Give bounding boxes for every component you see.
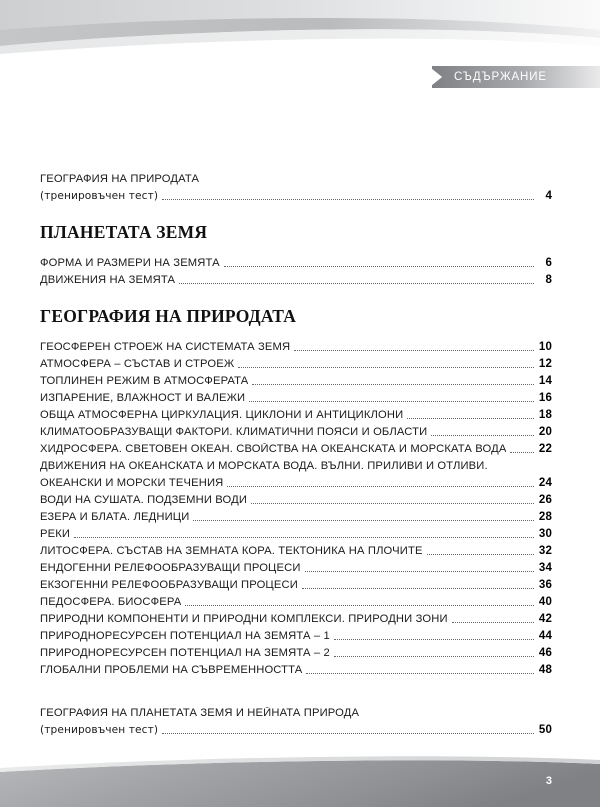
toc-dot-leader: [306, 672, 534, 674]
toc-dot-leader: [427, 553, 534, 555]
toc-page-number: 32: [538, 545, 552, 557]
toc-page-number: 16: [538, 392, 552, 404]
toc-row[interactable]: [40, 353, 552, 370]
toc-row[interactable]: [40, 438, 552, 455]
toc-entry-title: (тренировъчен тест): [40, 190, 159, 202]
toc-page-number: 44: [538, 630, 552, 642]
toc-dot-leader: [431, 434, 534, 436]
toc-dot-leader: [224, 265, 534, 267]
toc-section-heading: ГЕОГРАФИЯ НА ПРИРОДАТА: [40, 306, 297, 326]
toc-section-heading: ПЛАНЕТАТА ЗЕМЯ: [40, 222, 208, 242]
toc-dot-leader: [334, 638, 534, 640]
toc-page-number: 24: [538, 477, 552, 489]
toc-row[interactable]: [40, 540, 552, 557]
toc-page-number: 48: [538, 664, 552, 676]
toc-dot-leader: [251, 502, 534, 504]
toc-entry-title: ПРИРОДНИ КОМПОНЕНТИ И ПРИРОДНИ КОМПЛЕКСИ. ПРИРОДНИ ЗОНИ: [40, 613, 448, 625]
toc-row[interactable]: [40, 455, 552, 472]
toc-dot-leader: [492, 469, 534, 470]
toc-dot-leader: [302, 587, 534, 589]
toc-row[interactable]: [40, 404, 552, 421]
toc-page-number: 4: [545, 190, 552, 202]
toc-entry-group: [40, 702, 552, 736]
toc-entry-title: ГЕОГРАФИЯ НА ПРИРОДАТА: [40, 173, 200, 185]
toc-entry-title: ЛИТОСФЕРА. СЪСТАВ НА ЗЕМНАТА КОРА. ТЕКТОНИКА НА ПЛОЧИТЕ: [40, 545, 423, 557]
toc-row[interactable]: [40, 608, 552, 625]
toc-row[interactable]: [40, 472, 552, 489]
top-decoration: [0, 0, 600, 60]
toc-row[interactable]: [40, 659, 552, 676]
toc-page-number: 36: [538, 579, 552, 591]
toc-entry-title: КЛИМАТООБРАЗУВАЩИ ФАКТОРИ. КЛИМАТИЧНИ ПОЯСИ И ОБЛАСТИ: [40, 426, 428, 438]
bottom-decoration: [0, 750, 600, 807]
toc-page-number: 50: [538, 724, 552, 736]
toc-row[interactable]: [40, 642, 552, 659]
toc-row[interactable]: [40, 574, 552, 591]
toc-dot-leader: [238, 366, 534, 368]
toc-entry-group: [40, 168, 552, 202]
toc-entry-title: ФОРМА И РАЗМЕРИ НА ЗЕМЯТА: [40, 257, 220, 269]
toc-row[interactable]: [40, 168, 552, 185]
toc-section: [40, 222, 552, 286]
toc-dot-leader: [249, 400, 534, 402]
toc-dot-leader: [185, 604, 534, 606]
toc-row[interactable]: [40, 557, 552, 574]
toc-page-number: 10: [538, 341, 552, 353]
footer-page-number: 3: [545, 775, 552, 787]
toc-entry-title: ЕЗЕРА И БЛАТА. ЛЕДНИЦИ: [40, 511, 190, 523]
toc-dot-leader: [407, 417, 534, 419]
toc-entry-title: РЕКИ: [40, 528, 71, 540]
toc-page-number: 46: [538, 647, 552, 659]
banner-title: СЪДЪРЖАНИЕ: [454, 71, 547, 83]
toc-page-number: 20: [538, 426, 552, 438]
toc-row[interactable]: [40, 336, 552, 353]
toc-entry-title: ЕКЗОГЕННИ РЕЛЕФООБРАЗУВАЩИ ПРОЦЕСИ: [40, 579, 298, 591]
toc-page-number: 12: [538, 358, 552, 370]
toc-dot-leader: [294, 349, 534, 351]
toc-entry-title: ОКЕАНСКИ И МОРСКИ ТЕЧЕНИЯ: [40, 477, 224, 489]
toc-page-number: 28: [538, 511, 552, 523]
toc-entry-title: ЕНДОГЕННИ РЕЛЕФООБРАЗУВАЩИ ПРОЦЕСИ: [40, 562, 301, 574]
toc-dot-leader: [179, 282, 534, 284]
toc-entry-title: ОБЩА АТМОСФЕРНА ЦИРКУЛАЦИЯ. ЦИКЛОНИ И АНТИЦИКЛОНИ: [40, 409, 404, 421]
toc-page-number: 42: [538, 613, 552, 625]
toc-page-number: 18: [538, 409, 552, 421]
toc-row[interactable]: [40, 185, 552, 202]
toc-page-number: 30: [538, 528, 552, 540]
toc-section: [40, 306, 552, 676]
toc-dot-leader: [203, 182, 534, 183]
toc-entry-title: ДВИЖЕНИЯ НА ОКЕАНСКАТА И МОРСКАТА ВОДА. ВЪЛНИ. ПРИЛИВИ И ОТЛИВИ.: [40, 460, 488, 472]
toc-entry-title: АТМОСФЕРА – СЪСТАВ И СТРОЕЖ: [40, 358, 235, 370]
toc-dot-leader: [334, 655, 534, 657]
toc-entry-title: ИЗПАРЕНИЕ, ВЛАЖНОСТ И ВАЛЕЖИ: [40, 392, 246, 404]
toc-page-number: 26: [538, 494, 552, 506]
toc-dot-leader: [162, 198, 534, 200]
toc-page-number: 14: [538, 375, 552, 387]
toc-dot-leader: [162, 732, 534, 734]
toc-entry-title: ПРИРОДНОРЕСУРСЕН ПОТЕНЦИАЛ НА ЗЕМЯТА – 2: [40, 647, 330, 659]
toc-row[interactable]: [40, 719, 552, 736]
toc-page-number: 8: [545, 274, 552, 286]
toc-entry-title: ТОПЛИНЕН РЕЖИМ В АТМОСФЕРАТА: [40, 375, 249, 387]
toc-entry-title: ВОДИ НА СУШАТА. ПОДЗЕМНИ ВОДИ: [40, 494, 248, 506]
toc-row[interactable]: [40, 252, 552, 269]
toc-entry-title: ХИДРОСФЕРА. СВЕТОВЕН ОКЕАН. СВОЙСТВА НА ОКЕАНСКАТА И МОРСКАТА ВОДА: [40, 443, 507, 455]
toc-row[interactable]: [40, 506, 552, 523]
toc-row[interactable]: [40, 591, 552, 608]
toc-row[interactable]: [40, 370, 552, 387]
toc-dot-leader: [227, 485, 534, 487]
toc-page-number: 22: [538, 443, 552, 455]
toc-entry-title: (тренировъчен тест): [40, 724, 159, 736]
toc-entry-title: ПЕДОСФЕРА. БИОСФЕРА: [40, 596, 182, 608]
toc-entry-title: ГЕОГРАФИЯ НА ПЛАНЕТАТА ЗЕМЯ И НЕЙНАТА ПРИРОДА: [40, 707, 360, 719]
toc-dot-leader: [452, 621, 534, 623]
toc-dot-leader: [363, 716, 534, 717]
table-of-contents: [40, 168, 552, 736]
toc-page-number: 40: [538, 596, 552, 608]
toc-dot-leader: [305, 570, 534, 572]
toc-row[interactable]: [40, 523, 552, 540]
toc-entry-title: ГЛОБАЛНИ ПРОБЛЕМИ НА СЪВРЕМЕННОСТТА: [40, 664, 303, 676]
toc-dot-leader: [510, 451, 534, 453]
toc-row[interactable]: [40, 625, 552, 642]
toc-entry-title: ГЕОСФЕРЕН СТРОЕЖ НА СИСТЕМАТА ЗЕМЯ: [40, 341, 291, 353]
toc-row[interactable]: [40, 269, 552, 286]
toc-row[interactable]: [40, 489, 552, 506]
toc-row[interactable]: [40, 702, 552, 719]
toc-row[interactable]: [40, 387, 552, 404]
toc-entry-title: ДВИЖЕНИЯ НА ЗЕМЯТА: [40, 274, 176, 286]
toc-dot-leader: [193, 519, 534, 521]
toc-dot-leader: [74, 536, 534, 538]
toc-page-number: 34: [538, 562, 552, 574]
toc-dot-leader: [252, 383, 534, 385]
toc-row[interactable]: [40, 421, 552, 438]
toc-entry-title: ПРИРОДНОРЕСУРСЕН ПОТЕНЦИАЛ НА ЗЕМЯТА – 1: [40, 630, 330, 642]
section-banner: [428, 66, 600, 88]
toc-page-number: 6: [545, 257, 552, 269]
